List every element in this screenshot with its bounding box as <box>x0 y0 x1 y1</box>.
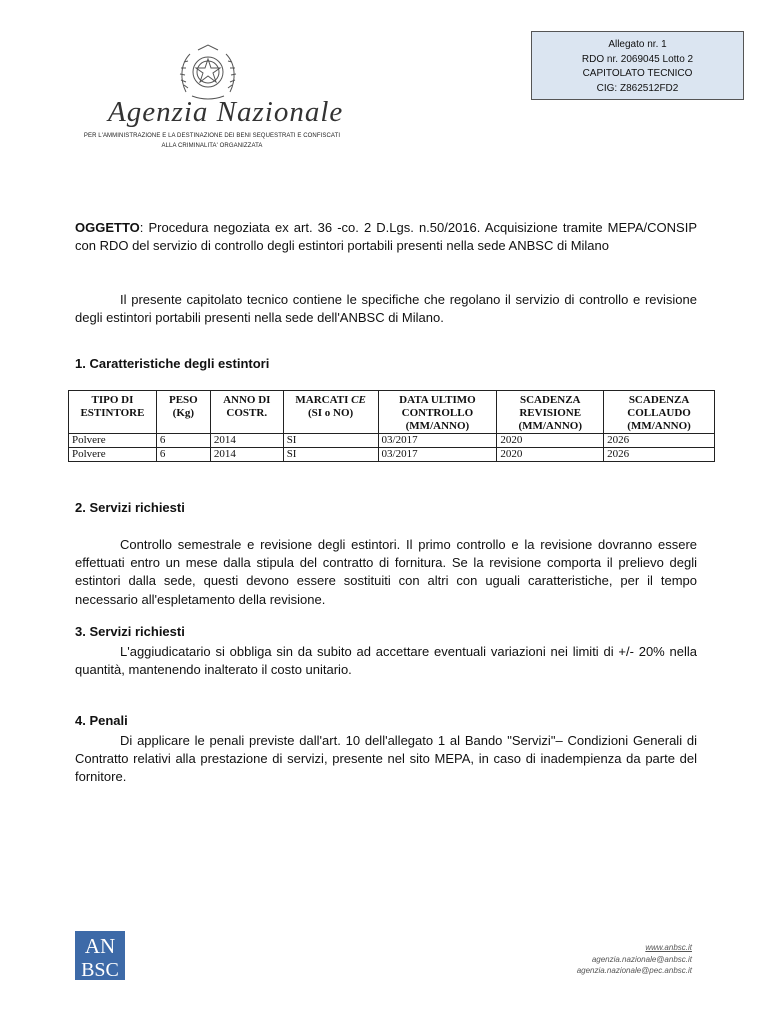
header-peso: PESO (Kg) <box>156 391 210 434</box>
table-cell: 2014 <box>210 434 283 448</box>
ref-capitolato: CAPITOLATO TECNICO <box>582 68 693 79</box>
table-cell: 2026 <box>604 434 715 448</box>
header-scadenza-collaudo: SCADENZA COLLAUDO (MM/ANNO) <box>604 391 715 434</box>
section2-title: 2. Servizi richiesti <box>75 500 185 515</box>
header-tipo: TIPO DI ESTINTORE <box>69 391 157 434</box>
agency-subtitle <box>76 131 348 151</box>
table-cell: 03/2017 <box>378 448 497 462</box>
table-cell: 03/2017 <box>378 434 497 448</box>
table-cell: Polvere <box>69 434 157 448</box>
footer-contacts <box>577 942 692 977</box>
table-cell: 2020 <box>497 434 604 448</box>
table-cell: Polvere <box>69 448 157 462</box>
section3-title: 3. Servizi richiesti <box>75 624 185 639</box>
table-cell: 2020 <box>497 448 604 462</box>
agency-subtitle-line2: ALLA CRIMINALITA' ORGANIZZATA <box>161 143 263 149</box>
table-cell: 6 <box>156 448 210 462</box>
table-cell: SI <box>283 434 378 448</box>
section2-paragraph: Controllo semestrale e revisione degli estintori. Il primo controllo e la revisione dovranno essere effettuati entro un mese dalla stipula del contratto di fornitura. Se la revisione comporta il prelievo degli estintori dalla sede, questi devono essere sostituiti con altri con uguali caratteristiche, per il tempo necessario all'espletamento della revisione. <box>75 537 697 607</box>
intro-paragraph: Il presente capitolato tecnico contiene le specifiche che regolano il servizio di controllo e revisione degli estintori portabili presenti nella sede dell'ANBSC di Milano. <box>75 292 697 326</box>
section3-paragraph: L'aggiudicatario si obbliga sin da subito ad accettare eventuali variazioni nei limiti di +/- 20% nella quantità, mantenendo inalterato il costo unitario. <box>75 644 697 678</box>
oggetto-text: : Procedura negoziata ex art. 36 -co. 2 D.Lgs. n.50/2016. Acquisizione tramite MEPA/CONSIP con RDO del servizio di controllo degli estintori portabili presenti nella sede ANBSC di Milano <box>75 220 697 254</box>
section4-title: 4. Penali <box>75 713 128 728</box>
table-cell: 2014 <box>210 448 283 462</box>
oggetto-label: OGGETTO <box>75 220 140 235</box>
anbsc-logo-icon <box>75 931 125 980</box>
section1-title: 1. Caratteristiche degli estintori <box>75 356 270 371</box>
ref-cig: CIG: Z862512FD2 <box>596 82 679 94</box>
ref-rdo: RDO nr. 2069045 Lotto 2 <box>581 53 694 65</box>
header-data-ultimo: DATA ULTIMO CONTROLLO (MM/ANNO) <box>378 391 497 434</box>
agency-name: Agenzia Nazionale <box>108 96 344 128</box>
table-header-row <box>69 391 715 434</box>
oggetto-paragraph <box>75 219 697 255</box>
header-scadenza-revisione: SCADENZA REVISIONE (MM/ANNO) <box>497 391 604 434</box>
agency-subtitle-line1: PER L'AMMINISTRAZIONE E LA DESTINAZIONE DEI BENI SEQUESTRATI E CONFISCATI <box>83 133 341 139</box>
svg-text:AN: AN <box>84 934 116 958</box>
table-row <box>69 434 715 448</box>
header-marcati: MARCATI CE (SI o NO) <box>283 391 378 434</box>
svg-text:BSC: BSC <box>81 959 119 980</box>
footer-email[interactable]: agenzia.nazionale@anbsc.it <box>591 954 692 964</box>
italian-republic-emblem-icon <box>176 42 240 104</box>
table-cell: 2026 <box>604 448 715 462</box>
section4-paragraph: Di applicare le penali previste dall'art. 10 dell'allegato 1 al Bando "Servizi"– Condizioni Generali di Contratto relativi alla prestazione di servizi, presente nel sito MEPA, in caso di inadempienza da parte del fornitore. <box>75 733 697 785</box>
ref-allegato: Allegato nr. 1 <box>608 39 667 50</box>
table-cell: 6 <box>156 434 210 448</box>
reference-box <box>531 31 744 100</box>
header-anno: ANNO DI COSTR. <box>210 391 283 434</box>
footer-website-link[interactable]: www.anbsc.it <box>645 943 692 952</box>
footer-pec[interactable]: agenzia.nazionale@pec.anbsc.it <box>576 966 692 975</box>
extinguisher-table <box>68 390 715 462</box>
table-cell: SI <box>283 448 378 462</box>
table-row <box>69 448 715 462</box>
